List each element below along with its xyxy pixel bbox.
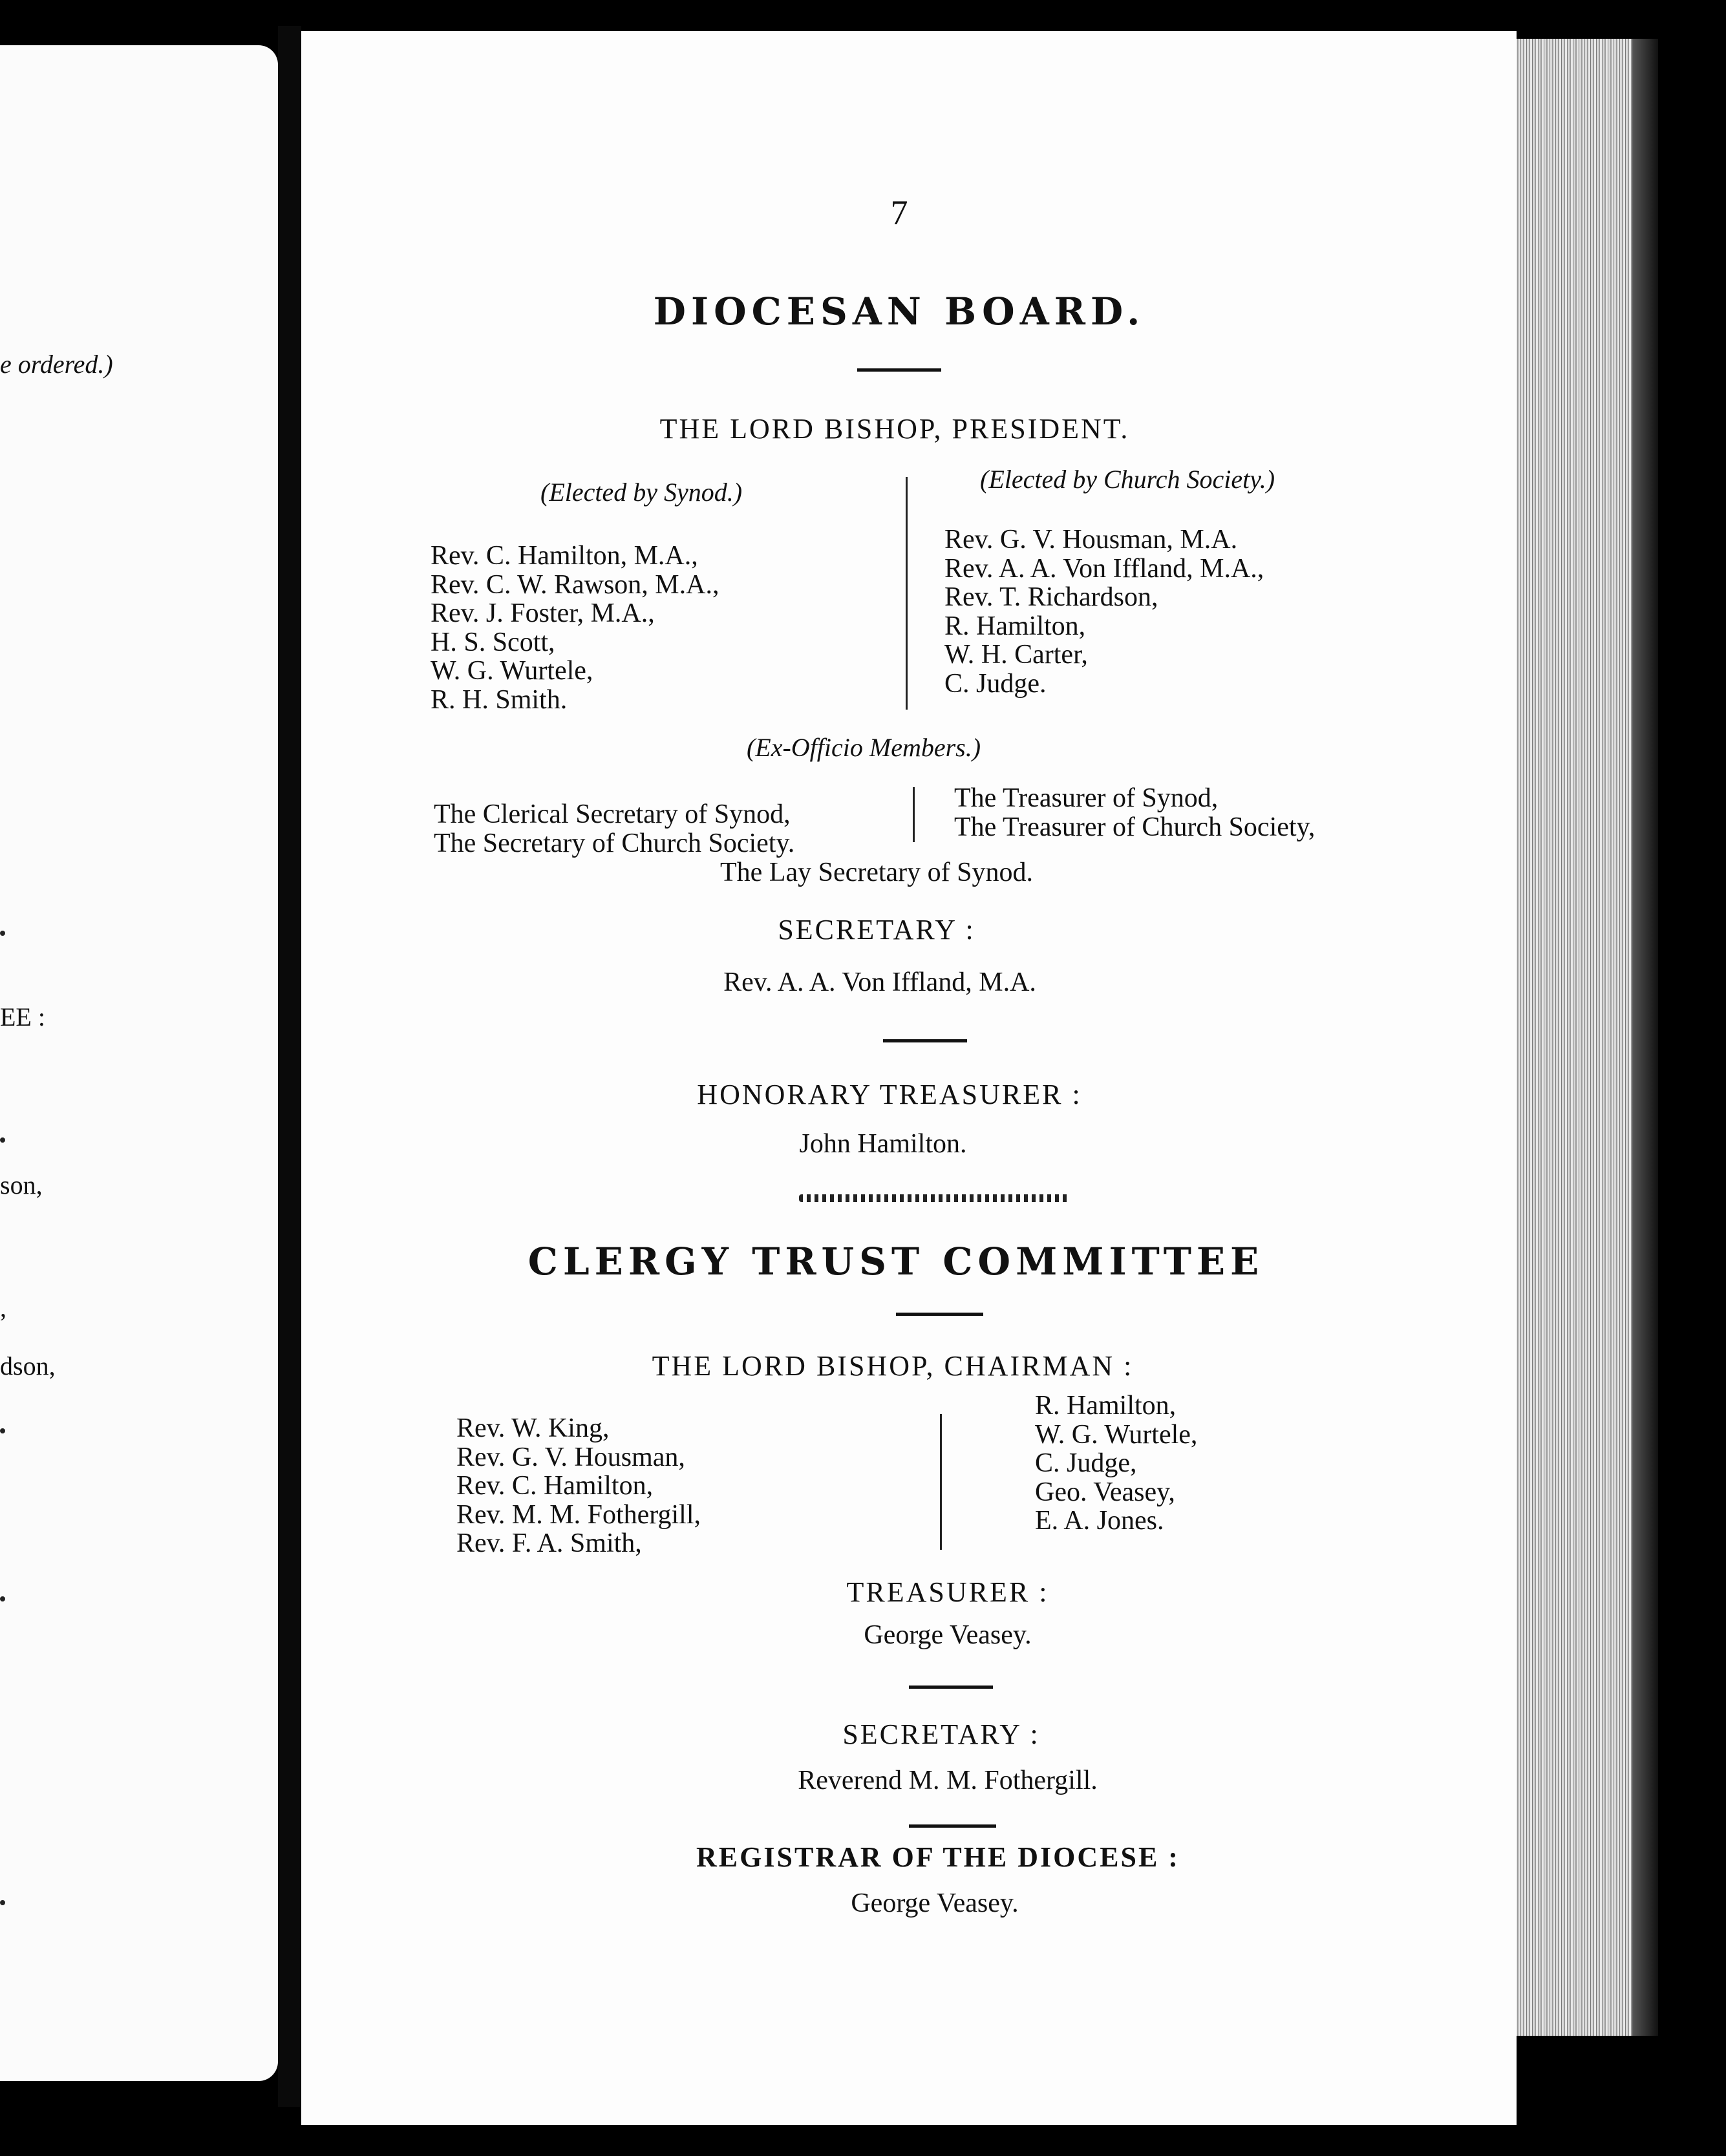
- list-item: R. Hamilton,: [1035, 1391, 1177, 1421]
- synod-members-list: [431, 542, 719, 714]
- list-item: Rev. C. Hamilton, M.A.,: [431, 541, 698, 571]
- divider-rule: [896, 1313, 983, 1316]
- committee-treasurer-name: George Veasey.: [864, 1620, 1032, 1650]
- left-mark: [0, 1900, 5, 1905]
- list-item: W. H. Carter,: [944, 640, 1088, 670]
- column-divider: [913, 787, 915, 842]
- left-fragment-4: ,: [0, 1293, 6, 1322]
- honorary-treasurer-heading: HONORARY TREASURER :: [697, 1079, 1082, 1110]
- honorary-treasurer-name: John Hamilton.: [799, 1129, 967, 1159]
- list-item: C. Judge,: [1035, 1448, 1137, 1478]
- committee-secretary-name: Reverend M. M. Fothergill.: [798, 1766, 1098, 1795]
- ex-officio-right-list: [954, 784, 1315, 841]
- ex-officio-label: (Ex-Officio Members.): [746, 733, 981, 762]
- left-fragment-3: son,: [0, 1170, 43, 1200]
- list-item: Rev. C. W. Rawson, M.A.,: [431, 569, 719, 600]
- list-item: W. G. Wurtele,: [431, 656, 593, 686]
- column-divider: [906, 477, 908, 710]
- divider-rule: [883, 1039, 967, 1042]
- list-item: H. S. Scott,: [431, 627, 555, 657]
- list-item: W. G. Wurtele,: [1035, 1419, 1198, 1450]
- list-item: Rev. M. M. Fothergill,: [456, 1499, 701, 1530]
- registrar-name: George Veasey.: [851, 1888, 1019, 1918]
- left-mark: [0, 1428, 5, 1433]
- diocesan-board-title: DIOCESAN BOARD.: [653, 290, 1145, 333]
- left-facing-page: [0, 45, 278, 2081]
- list-item: R. H. Smith.: [431, 684, 568, 715]
- list-item: R. Hamilton,: [944, 611, 1086, 641]
- divider-rule: [857, 368, 941, 372]
- elected-by-synod-label: (Elected by Synod.): [540, 478, 743, 507]
- ex-officio-left-list: [434, 800, 794, 858]
- list-item: E. A. Jones.: [1035, 1506, 1164, 1536]
- left-mark: [0, 1596, 5, 1601]
- list-item: The Secretary of Church Society.: [434, 828, 795, 858]
- column-divider: [940, 1414, 942, 1550]
- president-heading: THE LORD BISHOP, PRESIDENT.: [659, 413, 1130, 445]
- clergy-trust-committee-title: CLERGY TRUST COMMITTEE: [527, 1240, 1264, 1284]
- book-gutter: [278, 26, 301, 2107]
- list-item: Rev. T. Richardson,: [944, 582, 1158, 612]
- page-number: 7: [890, 193, 908, 232]
- list-item: The Treasurer of Synod,: [954, 783, 1219, 813]
- chairman-heading: THE LORD BISHOP, CHAIRMAN :: [652, 1350, 1134, 1382]
- elected-by-church-society-label: (Elected by Church Society.): [980, 465, 1275, 494]
- left-fragment-5: dson,: [0, 1351, 56, 1380]
- list-item: Rev. C. Hamilton,: [456, 1471, 654, 1501]
- list-item: Rev. A. A. Von Iffland, M.A.,: [944, 553, 1264, 584]
- list-item: Geo. Veasey,: [1035, 1477, 1175, 1507]
- list-item: Rev. W. King,: [456, 1413, 610, 1443]
- ornamental-divider: [799, 1194, 1071, 1202]
- secretary-heading: SECRETARY :: [778, 914, 975, 946]
- divider-rule: [909, 1686, 993, 1689]
- page-edges: [1509, 39, 1658, 2036]
- list-item: Rev. G. V. Housman,: [456, 1442, 685, 1472]
- church-society-members-list: [944, 525, 1264, 698]
- list-item: Rev. J. Foster, M.A.,: [431, 598, 655, 628]
- divider-rule: [909, 1824, 996, 1828]
- committee-left-list: [456, 1414, 701, 1558]
- left-mark: [0, 931, 5, 936]
- committee-secretary-heading: SECRETARY :: [842, 1718, 1040, 1750]
- secretary-name: Rev. A. A. Von Iffland, M.A.: [723, 967, 1036, 997]
- list-item: C. Judge.: [944, 668, 1047, 699]
- committee-right-list: [1035, 1391, 1197, 1536]
- main-page: [301, 31, 1517, 2125]
- list-item: Rev. F. A. Smith,: [456, 1528, 642, 1558]
- left-mark: [0, 1137, 5, 1143]
- registrar-heading: REGISTRAR OF THE DIOCESE :: [696, 1841, 1180, 1873]
- list-item: The Treasurer of Church Society,: [954, 812, 1316, 842]
- left-fragment-2: EE :: [0, 1002, 45, 1031]
- list-item: The Clerical Secretary of Synod,: [434, 799, 791, 829]
- left-fragment-1: e ordered.): [0, 350, 113, 379]
- lay-secretary: The Lay Secretary of Synod.: [719, 858, 1034, 887]
- committee-treasurer-heading: TREASURER :: [846, 1576, 1049, 1608]
- list-item: Rev. G. V. Housman, M.A.: [944, 525, 1238, 555]
